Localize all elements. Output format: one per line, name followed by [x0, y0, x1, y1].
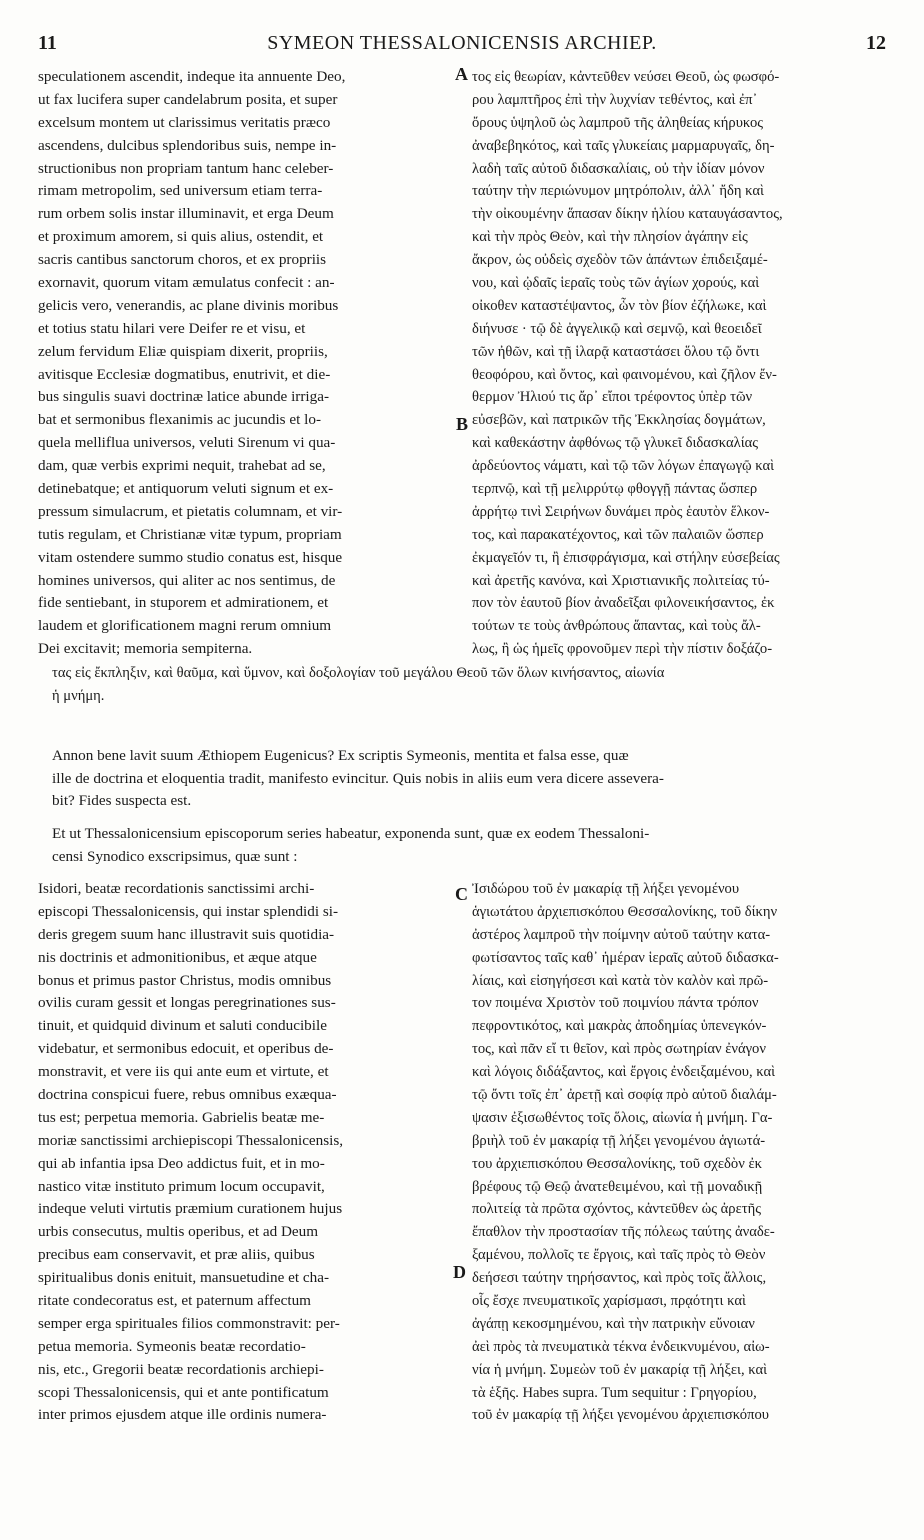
greek-text-line: του ἀρχιεπισκόπου Θεσσαλονίκης, τοῦ σχεδὸν ἐκ: [472, 1155, 762, 1172]
greek-full-width-line: ἡ μνήμη.: [52, 688, 105, 704]
greek-text-line: ἀγάπῃ κεκοσμημένου, καὶ τὴν πατρικὴν εὔνοιαν: [472, 1315, 755, 1332]
greek-text-line: διήνυσε · τῷ δὲ ἀγγελικῷ καὶ σεμνῷ, καὶ θεοειδεῖ: [472, 320, 762, 337]
latin-text-line: laudem et glorificationem magni rerum omnium: [38, 617, 332, 635]
latin-text-line: videbatur, et sermonibus edocuit, et operibus de-: [38, 1040, 334, 1058]
margin-marker-d: D: [453, 1262, 466, 1282]
greek-text-line: νου, καὶ ᾠδαῖς ἱεραῖς τοὺς τῶν ἁγίων χορούς, καὶ: [472, 275, 760, 292]
latin-text-line: moriæ sanctissimi archiepiscopi Thessalonicensis,: [38, 1131, 344, 1149]
greek-text-line: εὐσεβῶν, καὶ πατρικῶν τῆς Ἐκκλησίας δογμάτων,: [472, 412, 766, 429]
latin-text-line: Dei excitavit; memoria sempiterna.: [38, 640, 253, 658]
greek-text-line: τερπνῷ, καὶ τῇ μελιρρύτῳ φθογγῇ πάντας ὥσπερ: [472, 481, 758, 498]
commentary-paragraph-1: [52, 745, 892, 813]
greek-text-line: πεφροντικότος, καὶ μακρὰς ἀποδημίας ὑπενεγκόν-: [472, 1018, 767, 1035]
greek-text-line: ἀρδεύοντος νάματι, καὶ τῷ τῶν λόγων ἐπαγωγῷ καὶ: [472, 458, 775, 475]
margin-marker-a: A: [455, 64, 468, 84]
greek-text-line: τὴν οἰκουμένην ἅπασαν δίκην ἡλίου καταυγάσαντος,: [472, 206, 783, 223]
greek-text-line: λίαις, καὶ εἰσηγήσεσι καὶ κατὰ τὸν καλὸν καὶ πρῶ-: [472, 972, 769, 989]
latin-text-line: Isidori, beatæ recordationis sanctissimi archi-: [38, 880, 315, 897]
greek-text-line: τῷ ὄντι τοῖς ἐπ᾽ ἀρετῇ καὶ σοφίᾳ πρὸ αὐτοῦ διαλάμ-: [472, 1087, 777, 1104]
latin-text-line: deris gregem suum hanc illustravit suis quotidia-: [38, 925, 335, 943]
latin-text-line: qui ab infantia ipsa Deo addictus fuit, et in mo-: [38, 1154, 325, 1172]
greek-text-line: τὰ ἑξῆς. Habes supra. Tum sequitur : Γρηγορίου,: [472, 1384, 757, 1401]
greek-text-line: ρου λαμπτῆρος ἐπὶ τὴν λυχνίαν τεθέντος, καὶ ἐπ᾽: [472, 91, 758, 108]
latin-text-line: bus singulis suavi doctrinæ latice abunde irriga-: [38, 388, 330, 406]
latin-text-line: rimam metropolim, sed universum etiam terra-: [38, 182, 323, 200]
latin-text-line: dam, quæ verbis exprimi nequit, trahebat ad se,: [38, 457, 326, 475]
greek-text-line: νία ἡ μνήμη. Συμεὼν τοῦ ἐν μακαρίᾳ τῇ λήξει, καὶ: [472, 1361, 768, 1378]
latin-text-line: quela melliflua universos, veluti Sirenum vi qua-: [38, 434, 336, 452]
latin-text-line: ritate condecoratus est, et paternum affectum: [38, 1292, 311, 1310]
commentary-paragraph-2: [52, 823, 892, 868]
latin-text-line: speculationem ascendit, indeque ita annuente Deo,: [38, 68, 346, 85]
latin-text-line: nis doctrinis et admonitionibus, et æque atque: [38, 948, 317, 966]
commentary-line: bit? Fides suspecta est.: [52, 792, 192, 809]
latin-text-line: vitam ostendere summo studio conatus est, hisque: [38, 548, 343, 566]
greek-text-line: πολιτείᾳ τὰ πρῶτα σχόντος, κἀντεῦθεν ὡς ἀρετῆς: [472, 1201, 761, 1218]
greek-text-line: ἁγιωτάτου ἀρχιεπισκόπου Θεσσαλονίκης, τοῦ δίκην: [472, 903, 778, 920]
commentary-line: censi Synodico exscripsimus, quæ sunt :: [52, 847, 298, 865]
latin-text-line: et totius statu hilari vere Deifer re et visu, et: [38, 319, 306, 337]
greek-text-line: τοῦ ἐν μακαρίᾳ τῇ λήξει γενομένου ἀρχιεπισκόπου: [472, 1407, 769, 1424]
greek-text-line: βριὴλ τοῦ ἐν μακαρίᾳ τῇ λήξει γενομένου ἁγιωτά-: [472, 1132, 766, 1149]
greek-text-line: τῶν ἠθῶν, καὶ τῇ ἱλαρᾷ καταστάσει ὅλου τῷ ὄντι: [472, 343, 760, 360]
latin-text-line: semper erga spirituales filios commonstravit: per-: [38, 1314, 340, 1332]
block1-greek-full-width: [52, 662, 892, 708]
greek-text-line: οἷς ἔσχε πνευματικοῖς χαρίσμασι, πρᾳότητι καὶ: [472, 1293, 746, 1310]
greek-text-line: λαδὴ ταῖς αὐτοῦ διδασκαλίαις, οὐ τὴν ἰδίαν μόνον: [472, 160, 765, 177]
block1-latin-column: [38, 66, 452, 661]
greek-text-line: τον ποιμένα Χριστὸν τοῦ ποιμνίου πάντα τρόπον: [472, 995, 759, 1012]
latin-text-line: tinuit, et quidquid divinum et saluti conducibile: [38, 1017, 327, 1035]
latin-text-line: episcopi Thessalonicensis, qui instar splendidi si-: [38, 902, 339, 920]
greek-text-line: ἀρρήτῳ τινὶ Σειρήνων δυνάμει πρὸς ἑαυτὸν ἕλκον-: [472, 503, 770, 520]
latin-text-line: ascendens, dulcibus splendoribus suis, nempe in-: [38, 136, 337, 154]
latin-text-line: homines universos, qui aliter ac nos sentimus, de: [38, 571, 336, 589]
greek-text-line: Ἰσιδώρου τοῦ ἐν μακαρίᾳ τῇ λήξει γενομένου: [472, 881, 740, 897]
commentary-line: Annon bene lavit suum Æthiopem Eugenicus? Ex scriptis Symeonis, mentita et falsa esse, quæ: [52, 747, 629, 764]
greek-text-line: οἰκοθεν καταστέψαντος, ὧν τὸν βίον ἐζήλωκε, καὶ: [472, 297, 767, 314]
running-header: [0, 30, 924, 60]
latin-text-line: zelum fervidum Eliæ quispiam dixerit, propriis,: [38, 342, 328, 360]
greek-text-line: τος, καὶ παρακατέχοντος, καὶ τῶν παλαιῶν ὥσπερ: [472, 526, 764, 543]
greek-text-line: τούτων τε τοὺς ἀνθρώπους ἅπαντας, καὶ τοὺς ἄλ-: [472, 618, 761, 635]
latin-text-line: exornavit, quorum vitam æmulatus confecit : an-: [38, 274, 335, 292]
latin-text-line: bonus et primus pastor Christus, modis omnibus: [38, 971, 332, 989]
latin-text-line: nastico vitæ instituto primum locum occupavit,: [38, 1177, 325, 1195]
margin-marker-b: B: [456, 414, 469, 434]
greek-text-line: ξαμένου, πολλοῖς τε ἔργοις, καὶ ταῖς πρὸς τὸ Θεὸν: [472, 1247, 766, 1264]
greek-text-line: φωτίσαντος ταῖς καθ᾽ ἡμέραν ἱεραῖς αὐτοῦ διδασκα-: [472, 949, 779, 966]
latin-text-line: spiritualibus donis enituit, mansuetudine et cha-: [38, 1269, 330, 1287]
block2-greek-column: [472, 878, 886, 1427]
latin-text-line: structionibus non propriam tantum hanc celeber-: [38, 159, 334, 177]
greek-text-line: λως, ἢ ὡς ἡμεῖς φρονοῦμεν περὶ τὴν πίστιν δοξάζο-: [472, 641, 773, 658]
latin-text-line: et proximum amorem, si quis alius, ostendit, et: [38, 228, 324, 246]
latin-text-line: tutis regulam, et Christianæ vitæ typum, propriam: [38, 525, 342, 543]
margin-marker-c: C: [455, 884, 468, 904]
page-number-right: 12: [866, 32, 886, 54]
greek-text-line: καὶ λόγοις διδάξαντος, καὶ ἔργοις ἐνδειξαμένου, καὶ: [472, 1064, 776, 1081]
greek-text-line: ἄκρον, ὡς οὐδεὶς σχεδὸν τῶν ἁπάντων ἐπιδειξαμέ-: [472, 252, 768, 269]
latin-text-line: inter primos ejusdem atque ille ordinis numera-: [38, 1406, 327, 1424]
greek-text-line: καὶ καθεκάστην ἀφθόνως τῷ γλυκεῖ διδασκαλίας: [472, 435, 759, 452]
greek-text-line: τος εἰς θεωρίαν, κἀντεῦθεν νεύσει Θεοῦ, ὡς φωσφό-: [472, 69, 780, 85]
latin-text-line: detinebatque; et antiquorum veluti signum et ex-: [38, 480, 334, 498]
greek-text-line: καὶ ἀρετῆς κανόνα, καὶ Χριστιανικῆς πολιτείας τύ-: [472, 572, 770, 589]
greek-text-line: δεήσεσι ταύτην τηρήσαντος, καὶ πρὸς τοῖς ἄλλοις,: [472, 1270, 767, 1287]
latin-text-line: ut fax lucifera super candelabrum posita, et super: [38, 90, 338, 108]
greek-text-line: τος, καὶ πᾶν εἴ τι θεῖον, καὶ πρὸς σωτηρίαν ἐνάγον: [472, 1041, 766, 1058]
latin-text-line: excelsum montem ut clarissimus veritatis præco: [38, 113, 331, 131]
latin-text-line: urbis consecutus, multis operibus, et ad Deum: [38, 1223, 319, 1241]
block2-latin-column: [38, 878, 452, 1427]
greek-text-line: ἐκμαγεῖόν τι, ἢ ἐπισφράγισμα, καὶ στήλην εὐσεβείας: [472, 549, 780, 566]
greek-text-line: ταύτην τὴν περιώνυμον μητρόπολιν, ἀλλ᾽ ἤδη καὶ: [472, 183, 764, 200]
greek-text-line: ἀστέρος λαμπροῦ τὴν ποίμνην αὐτοῦ ταύτην κατα-: [472, 926, 771, 943]
latin-text-line: indeque veluti virtutis præmium curationem hujus: [38, 1200, 343, 1218]
latin-text-line: tus est; perpetua memoria. Gabrielis beatæ me-: [38, 1108, 325, 1126]
greek-text-line: ἀναβεβηκότος, καὶ ταῖς γλυκείαις μαρμαρυγαῖς, δη-: [472, 137, 775, 154]
latin-text-line: rum orbem solis instar illuminavit, et erga Deum: [38, 205, 334, 223]
latin-text-line: monstravit, et vere iis qui ante eum et virtute, et: [38, 1063, 329, 1081]
latin-text-line: avitisque Ecclesiæ dogmatibus, enutrivit, et die-: [38, 365, 331, 383]
greek-text-line: καὶ τὴν πρὸς Θεὸν, καὶ τὴν πλησίον ἀγάπην εἰς: [472, 229, 748, 246]
greek-text-line: θεοφόρου, καὶ ὄντος, καὶ φαινομένου, καὶ ζῆλον ἔν-: [472, 366, 777, 383]
latin-text-line: petua memoria. Symeonis beatæ recordatio-: [38, 1337, 306, 1355]
latin-text-line: pressum simulacrum, et pietatis columnam, et vir-: [38, 502, 343, 520]
page-number-left: 11: [38, 32, 57, 54]
latin-text-line: ovilis curam gessit et longas peregrinationes sus-: [38, 994, 336, 1012]
greek-text-line: ἔπαθλον τὴν προστασίαν τῆς πόλεως ταύτης ἀναδε-: [472, 1224, 775, 1241]
greek-text-line: βρέφους τῷ Θεῷ ἀνατεθειμένου, καὶ τῇ μοναδικῇ: [472, 1178, 763, 1195]
greek-full-width-line: τας εἰς ἔκπληξιν, καὶ θαῦμα, καὶ ὕμνον, καὶ δοξολογίαν τοῦ μεγάλου Θεοῦ τῶν ὅλων κινήσαντος, αἰωνία: [52, 665, 665, 681]
greek-text-line: ὄρους ὑψηλοῦ ὡς λαμπροῦ τῆς ἀληθείας κήρυκος: [472, 114, 764, 131]
running-title: SYMEON THESSALONICENSIS ARCHIEP.: [267, 32, 657, 54]
commentary-line: Et ut Thessalonicensium episcoporum series habeatur, exponenda sunt, quæ ex eodem Thessaloni-: [52, 825, 650, 842]
greek-text-line: ψασιν ἐξισωθέντος τοῖς ὅλοις, αἰωνία ἡ μνήμη. Γα-: [472, 1109, 773, 1126]
latin-text-line: gelicis vero, venerandis, ac plane divinis moribus: [38, 296, 339, 314]
commentary-line: ille de doctrina et eloquentia tradit, manifesto evincitur. Quis nobis in aliis eum vera dicere assevera-: [52, 769, 664, 787]
latin-text-line: bat et sermonibus flexanimis ac jucundis et lo-: [38, 411, 322, 429]
greek-text-line: θερμον Ἠλιού τις ἄρ᾽ εἴποι τρέφοντος ὑπὲρ τῶν: [472, 389, 753, 406]
block1-greek-column: [472, 66, 886, 661]
latin-text-line: scopi Thessalonicensis, qui et ante pontificatum: [38, 1383, 329, 1401]
latin-text-line: sacris cantibus sanctorum choros, et ex propriis: [38, 251, 327, 269]
greek-text-line: ἀεὶ πρὸς τὰ πνευματικὰ τέκνα ἐνδεικνυμένου, αἰω-: [472, 1338, 770, 1355]
latin-text-line: doctrina conspicui fuere, rebus omnibus exæqua-: [38, 1086, 337, 1104]
greek-text-line: πον τὸν ἑαυτοῦ βίον ἀναδεῖξαι φιλονεικήσαντος, ἐκ: [472, 595, 775, 612]
latin-text-line: fide sentiebant, in stuporem et admirationem, et: [38, 594, 329, 612]
latin-text-line: precibus eam conservavit, et præ aliis, quibus: [38, 1246, 315, 1264]
latin-text-line: nis, etc., Gregorii beatæ recordationis archiepi-: [38, 1360, 324, 1378]
